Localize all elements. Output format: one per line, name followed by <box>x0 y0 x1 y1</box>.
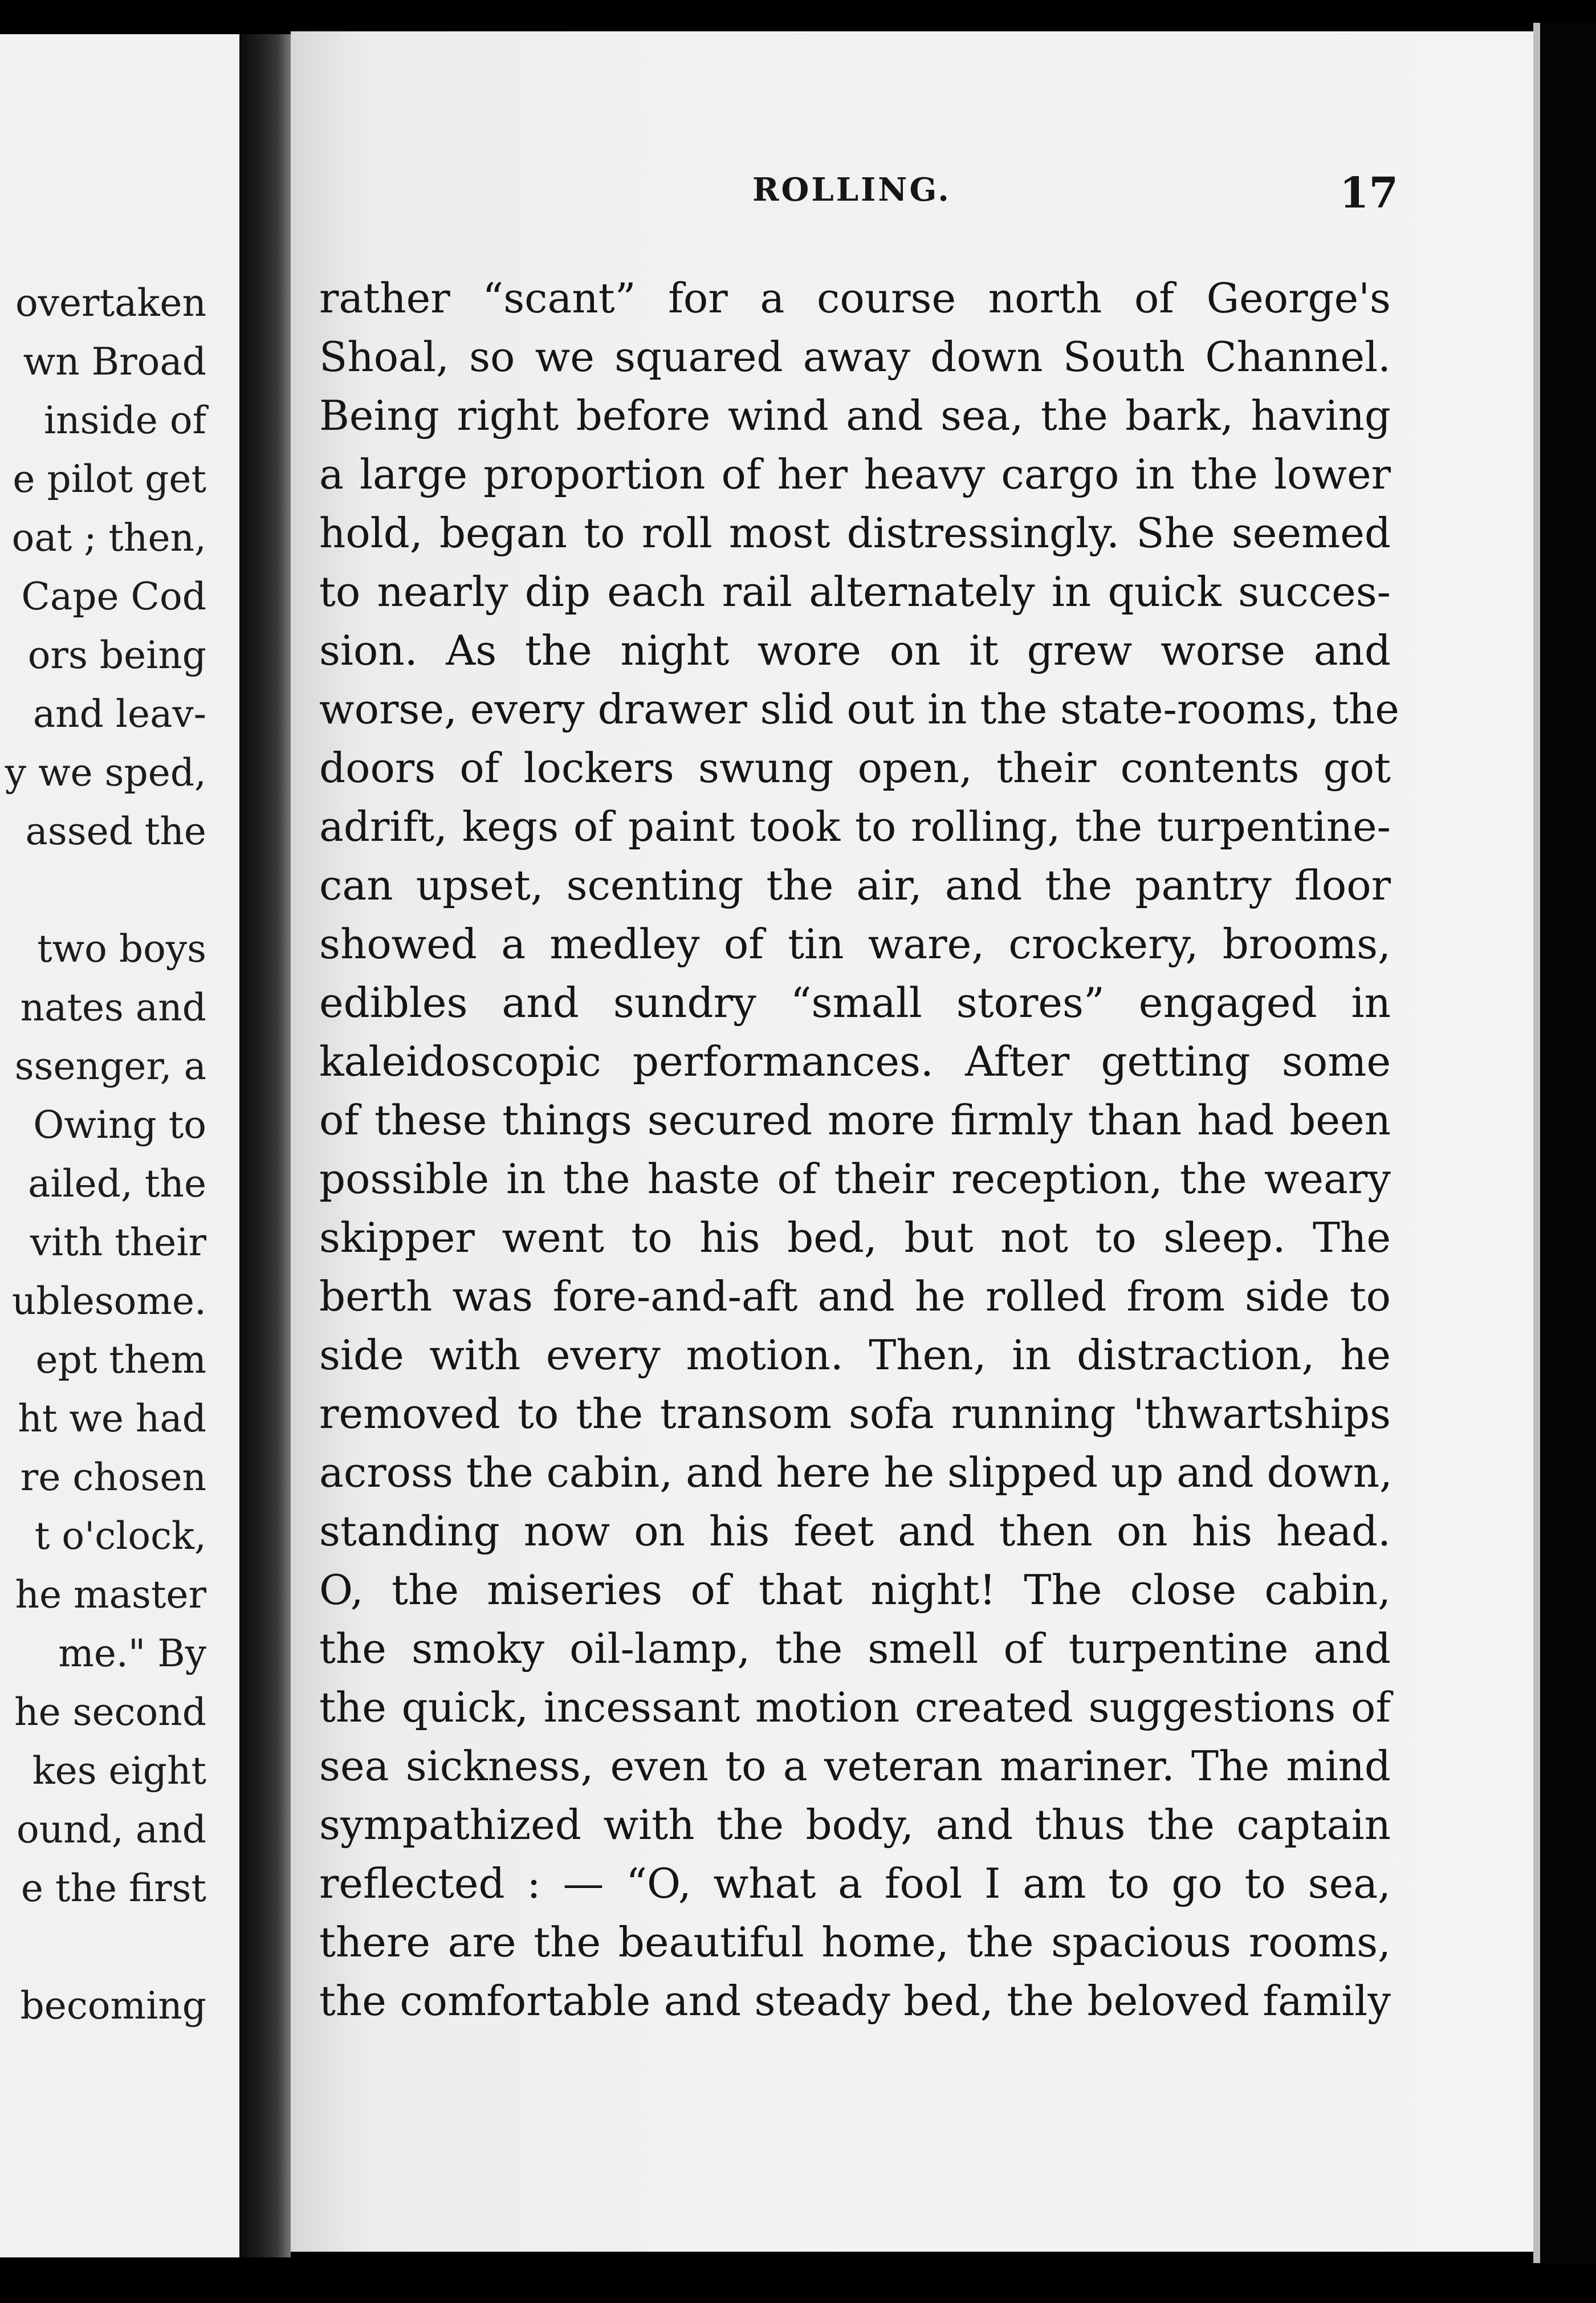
left-page-line: vith their <box>30 1220 206 1264</box>
body-text-line: to nearly dip each rail alternately in quick succes- <box>319 568 1391 616</box>
left-page-line: Owing to <box>33 1103 206 1147</box>
left-page-line: oat ; then, <box>11 516 206 560</box>
right-page-edge <box>1533 23 1596 2263</box>
left-page-text <box>5 274 206 2035</box>
body-text-line: rather “scant” for a course north of George's <box>319 274 1391 322</box>
left-page-line: ept them <box>35 1338 206 1382</box>
left-page-line: two boys <box>37 927 206 971</box>
body-text-line: there are the beautiful home, the spacious rooms, <box>319 1918 1391 1966</box>
left-page-line: re chosen <box>20 1455 206 1499</box>
left-page-line: overtaken <box>15 281 206 325</box>
body-text-line: O, the miseries of that night! The close cabin, <box>319 1566 1391 1614</box>
left-facing-page <box>0 34 239 2257</box>
left-page-line: ors being <box>27 633 206 677</box>
left-page-line <box>5 1918 206 1976</box>
left-page-line: ailed, the <box>28 1162 206 1206</box>
body-text-line: of these things secured more firmly than had been <box>319 1096 1391 1144</box>
left-page-line: nates and <box>20 986 206 1030</box>
body-text <box>319 269 1399 2031</box>
running-head: ROLLING. <box>752 171 951 209</box>
body-text-line: hold, began to roll most distressingly. She seemed <box>319 509 1391 557</box>
left-page-line <box>5 861 206 919</box>
body-text-line: across the cabin, and here he slipped up and down, <box>319 1448 1393 1496</box>
body-text-line: showed a medley of tin ware, crockery, brooms, <box>319 920 1391 968</box>
left-page-line: ublesome. <box>11 1279 206 1323</box>
left-page-line: ht we had <box>18 1397 206 1441</box>
left-page-line: assed the <box>25 809 206 853</box>
body-text-line: reflected : — “O, what a fool I am to go to sea, <box>319 1860 1391 1907</box>
book-gutter <box>239 34 291 2257</box>
left-page-line: t o'clock, <box>34 1514 206 1558</box>
left-page-line: y we sped, <box>5 751 206 795</box>
left-page-line: ssenger, a <box>14 1044 206 1088</box>
body-text-line: the smoky oil-lamp, the smell of turpentine and <box>319 1625 1391 1673</box>
page-number: 17 <box>1339 169 1398 218</box>
body-text-line: kaleidoscopic performances. After getting some <box>319 1037 1391 1085</box>
body-text-line: Shoal, so we squared away down South Channel. <box>319 333 1391 381</box>
body-text-line: Being right before wind and sea, the bark, having <box>319 392 1391 440</box>
left-page-line: inside of <box>43 398 206 442</box>
body-text-line: can upset, scenting the air, and the pantry floor <box>319 861 1391 909</box>
body-text-line: edibles and sundry “small stores” engaged in <box>319 979 1391 1027</box>
body-text-line: a large proportion of her heavy cargo in the lower <box>319 450 1391 498</box>
body-text-line: skipper went to his bed, but not to sleep. The <box>319 1214 1391 1262</box>
body-text-line: adrift, kegs of paint took to rolling, the turpentine- <box>319 803 1391 851</box>
body-text-line: worse, every drawer slid out in the state-rooms, the <box>319 685 1399 733</box>
body-text-line: sea sickness, even to a veteran mariner. The mind <box>319 1742 1391 1790</box>
left-page-line: kes eight <box>32 1749 206 1793</box>
body-text-line: doors of lockers swung open, their contents got <box>319 744 1391 792</box>
body-text-line: standing now on his feet and then on his head. <box>319 1507 1391 1555</box>
left-page-line: becoming <box>20 1984 206 2028</box>
left-page-line: e pilot get <box>13 457 206 501</box>
left-page-line: ound, and <box>16 1808 206 1852</box>
left-page-line: wn Broad <box>23 340 206 384</box>
body-text-line: the quick, incessant motion created suggestions of <box>319 1683 1391 1731</box>
body-text-line: the comfortable and steady bed, the beloved family <box>319 1977 1391 2025</box>
body-text-line: sympathized with the body, and thus the captain <box>319 1801 1391 1849</box>
left-page-line: and leav- <box>32 692 206 736</box>
left-page-line: e the first <box>21 1866 206 1910</box>
left-page-line: he second <box>14 1690 206 1734</box>
left-page-line: he master <box>15 1573 206 1617</box>
body-text-line: removed to the transom sofa running 'thwartships <box>319 1390 1391 1438</box>
left-page-line: me." By <box>58 1631 206 1675</box>
body-text-line: possible in the haste of their reception, the weary <box>319 1155 1391 1203</box>
body-text-line: sion. As the night wore on it grew worse and <box>319 626 1391 674</box>
body-text-line: berth was fore-and-aft and he rolled from side to <box>319 1272 1391 1320</box>
left-page-line: Cape Cod <box>21 575 206 619</box>
body-text-line: side with every motion. Then, in distraction, he <box>319 1331 1391 1379</box>
